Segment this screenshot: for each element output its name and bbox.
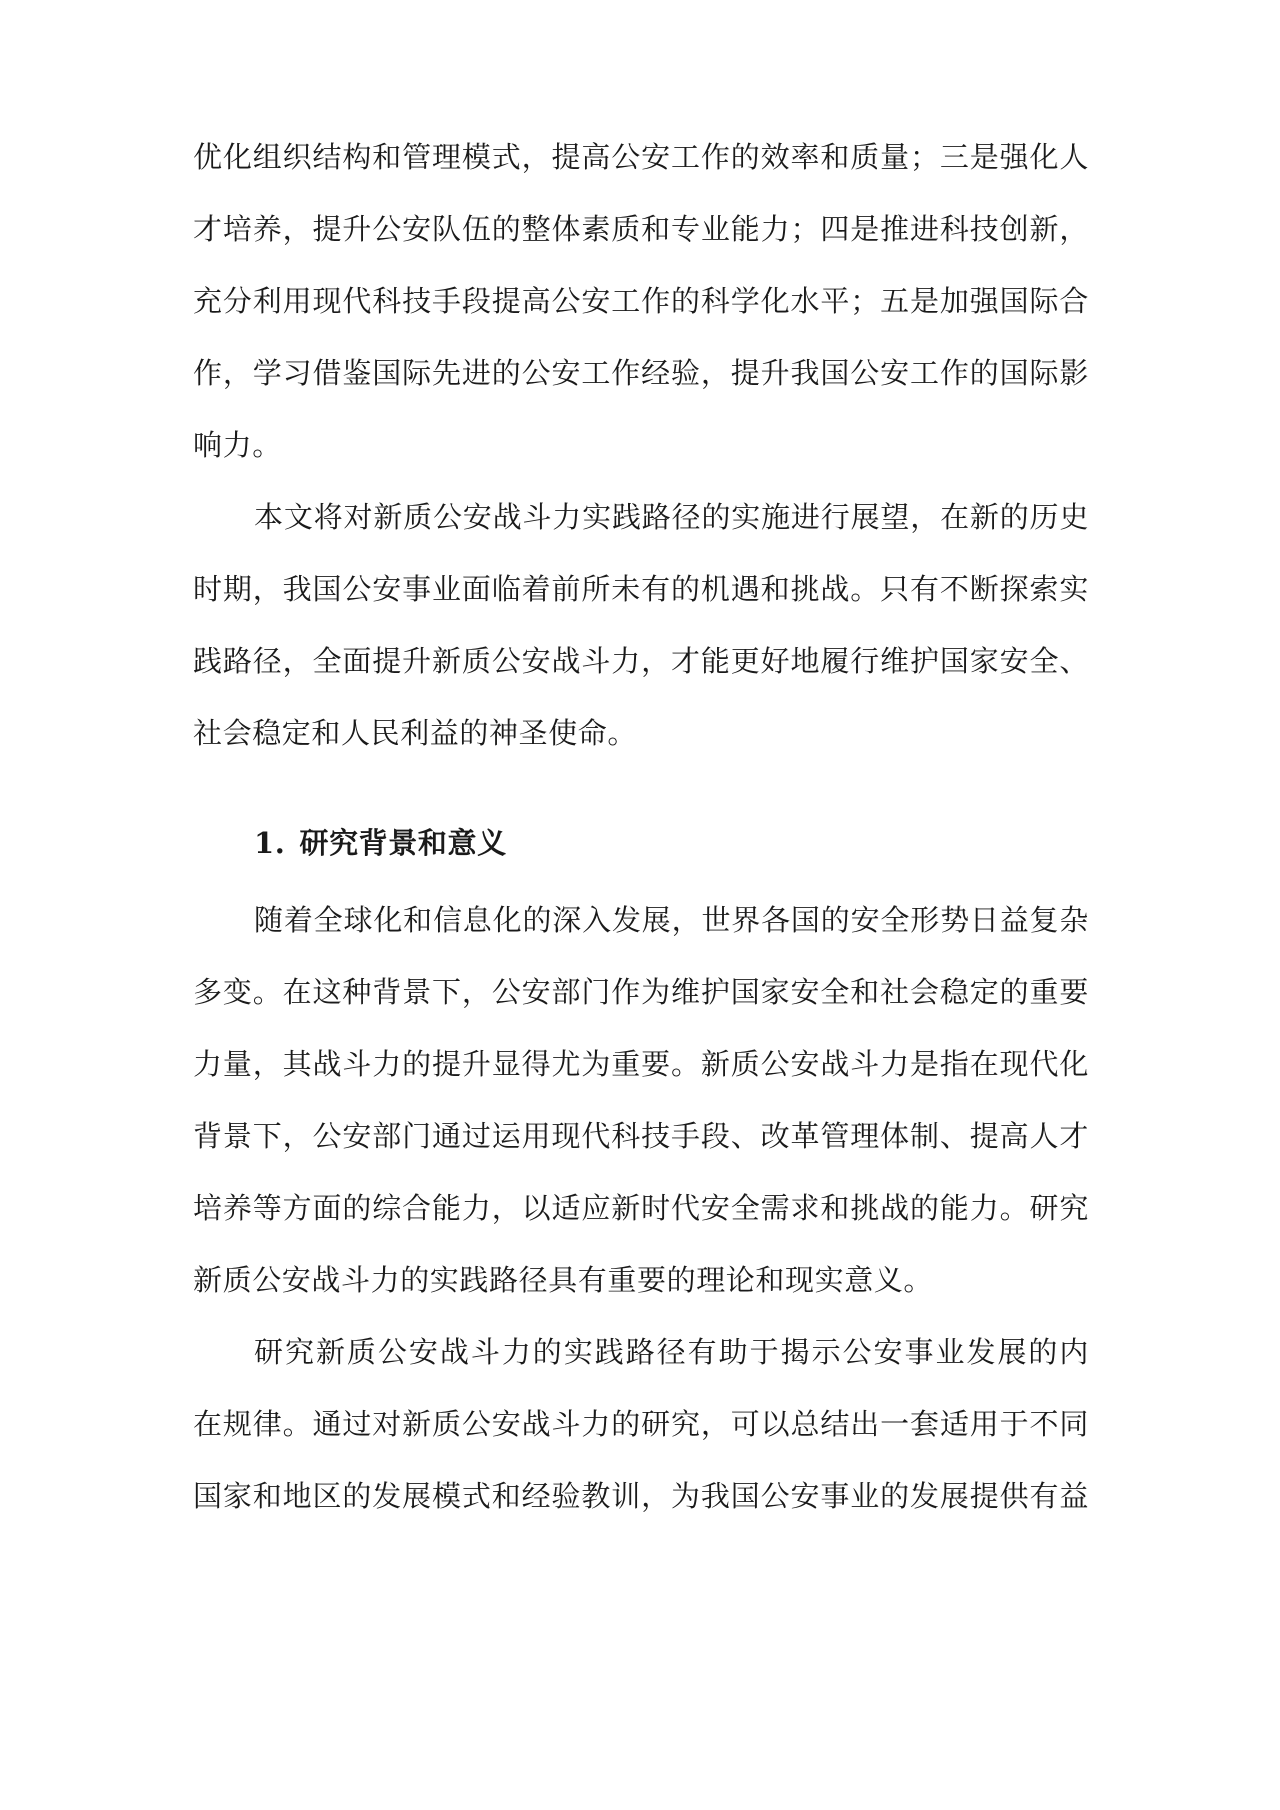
text-line: 新质公安战斗力的实践路径具有重要的理论和现实意义。 bbox=[193, 1263, 934, 1297]
text-line: 优化组织结构和管理模式，提高公安工作的效率和质量；三是强化人 bbox=[193, 140, 1089, 174]
text-line: 作，学习借鉴国际先进的公安工作经验，提升我国公安工作的国际影 bbox=[193, 356, 1089, 390]
text-line: 力量，其战斗力的提升显得尤为重要。新质公安战斗力是指在现代化 bbox=[193, 1047, 1089, 1081]
text-line: 多变。在这种背景下，公安部门作为维护国家安全和社会稳定的重要 bbox=[193, 975, 1089, 1009]
section-heading bbox=[254, 823, 1089, 863]
text-line: 在规律。通过对新质公安战斗力的研究，可以总结出一套适用于不同 bbox=[193, 1407, 1089, 1441]
text-line: 研究新质公安战斗力的实践路径有助于揭示公安事业发展的内 bbox=[254, 1335, 1089, 1369]
section-number: 1. bbox=[254, 826, 286, 860]
text-line: 社会稳定和人民利益的神圣使命。 bbox=[193, 716, 638, 750]
section-title: 研究背景和意义 bbox=[299, 826, 507, 860]
text-line: 国家和地区的发展模式和经验教训，为我国公安事业的发展提供有益 bbox=[193, 1479, 1089, 1513]
text-line: 才培养，提升公安队伍的整体素质和专业能力；四是推进科技创新， bbox=[193, 212, 1089, 246]
text-line: 背景下，公安部门通过运用现代科技手段、改革管理体制、提高人才 bbox=[193, 1119, 1089, 1153]
text-line: 本文将对新质公安战斗力实践路径的实施进行展望，在新的历史 bbox=[254, 500, 1089, 534]
text-line: 时期，我国公安事业面临着前所未有的机遇和挑战。只有不断探索实 bbox=[193, 572, 1089, 606]
text-line: 践路径，全面提升新质公安战斗力，才能更好地履行维护国家安全、 bbox=[193, 644, 1089, 678]
text-line: 响力。 bbox=[193, 428, 282, 462]
text-line: 随着全球化和信息化的深入发展，世界各国的安全形势日益复杂 bbox=[254, 903, 1089, 937]
text-line: 充分利用现代科技手段提高公安工作的科学化水平；五是加强国际合 bbox=[193, 284, 1089, 318]
text-line: 培养等方面的综合能力，以适应新时代安全需求和挑战的能力。研究 bbox=[193, 1191, 1089, 1225]
